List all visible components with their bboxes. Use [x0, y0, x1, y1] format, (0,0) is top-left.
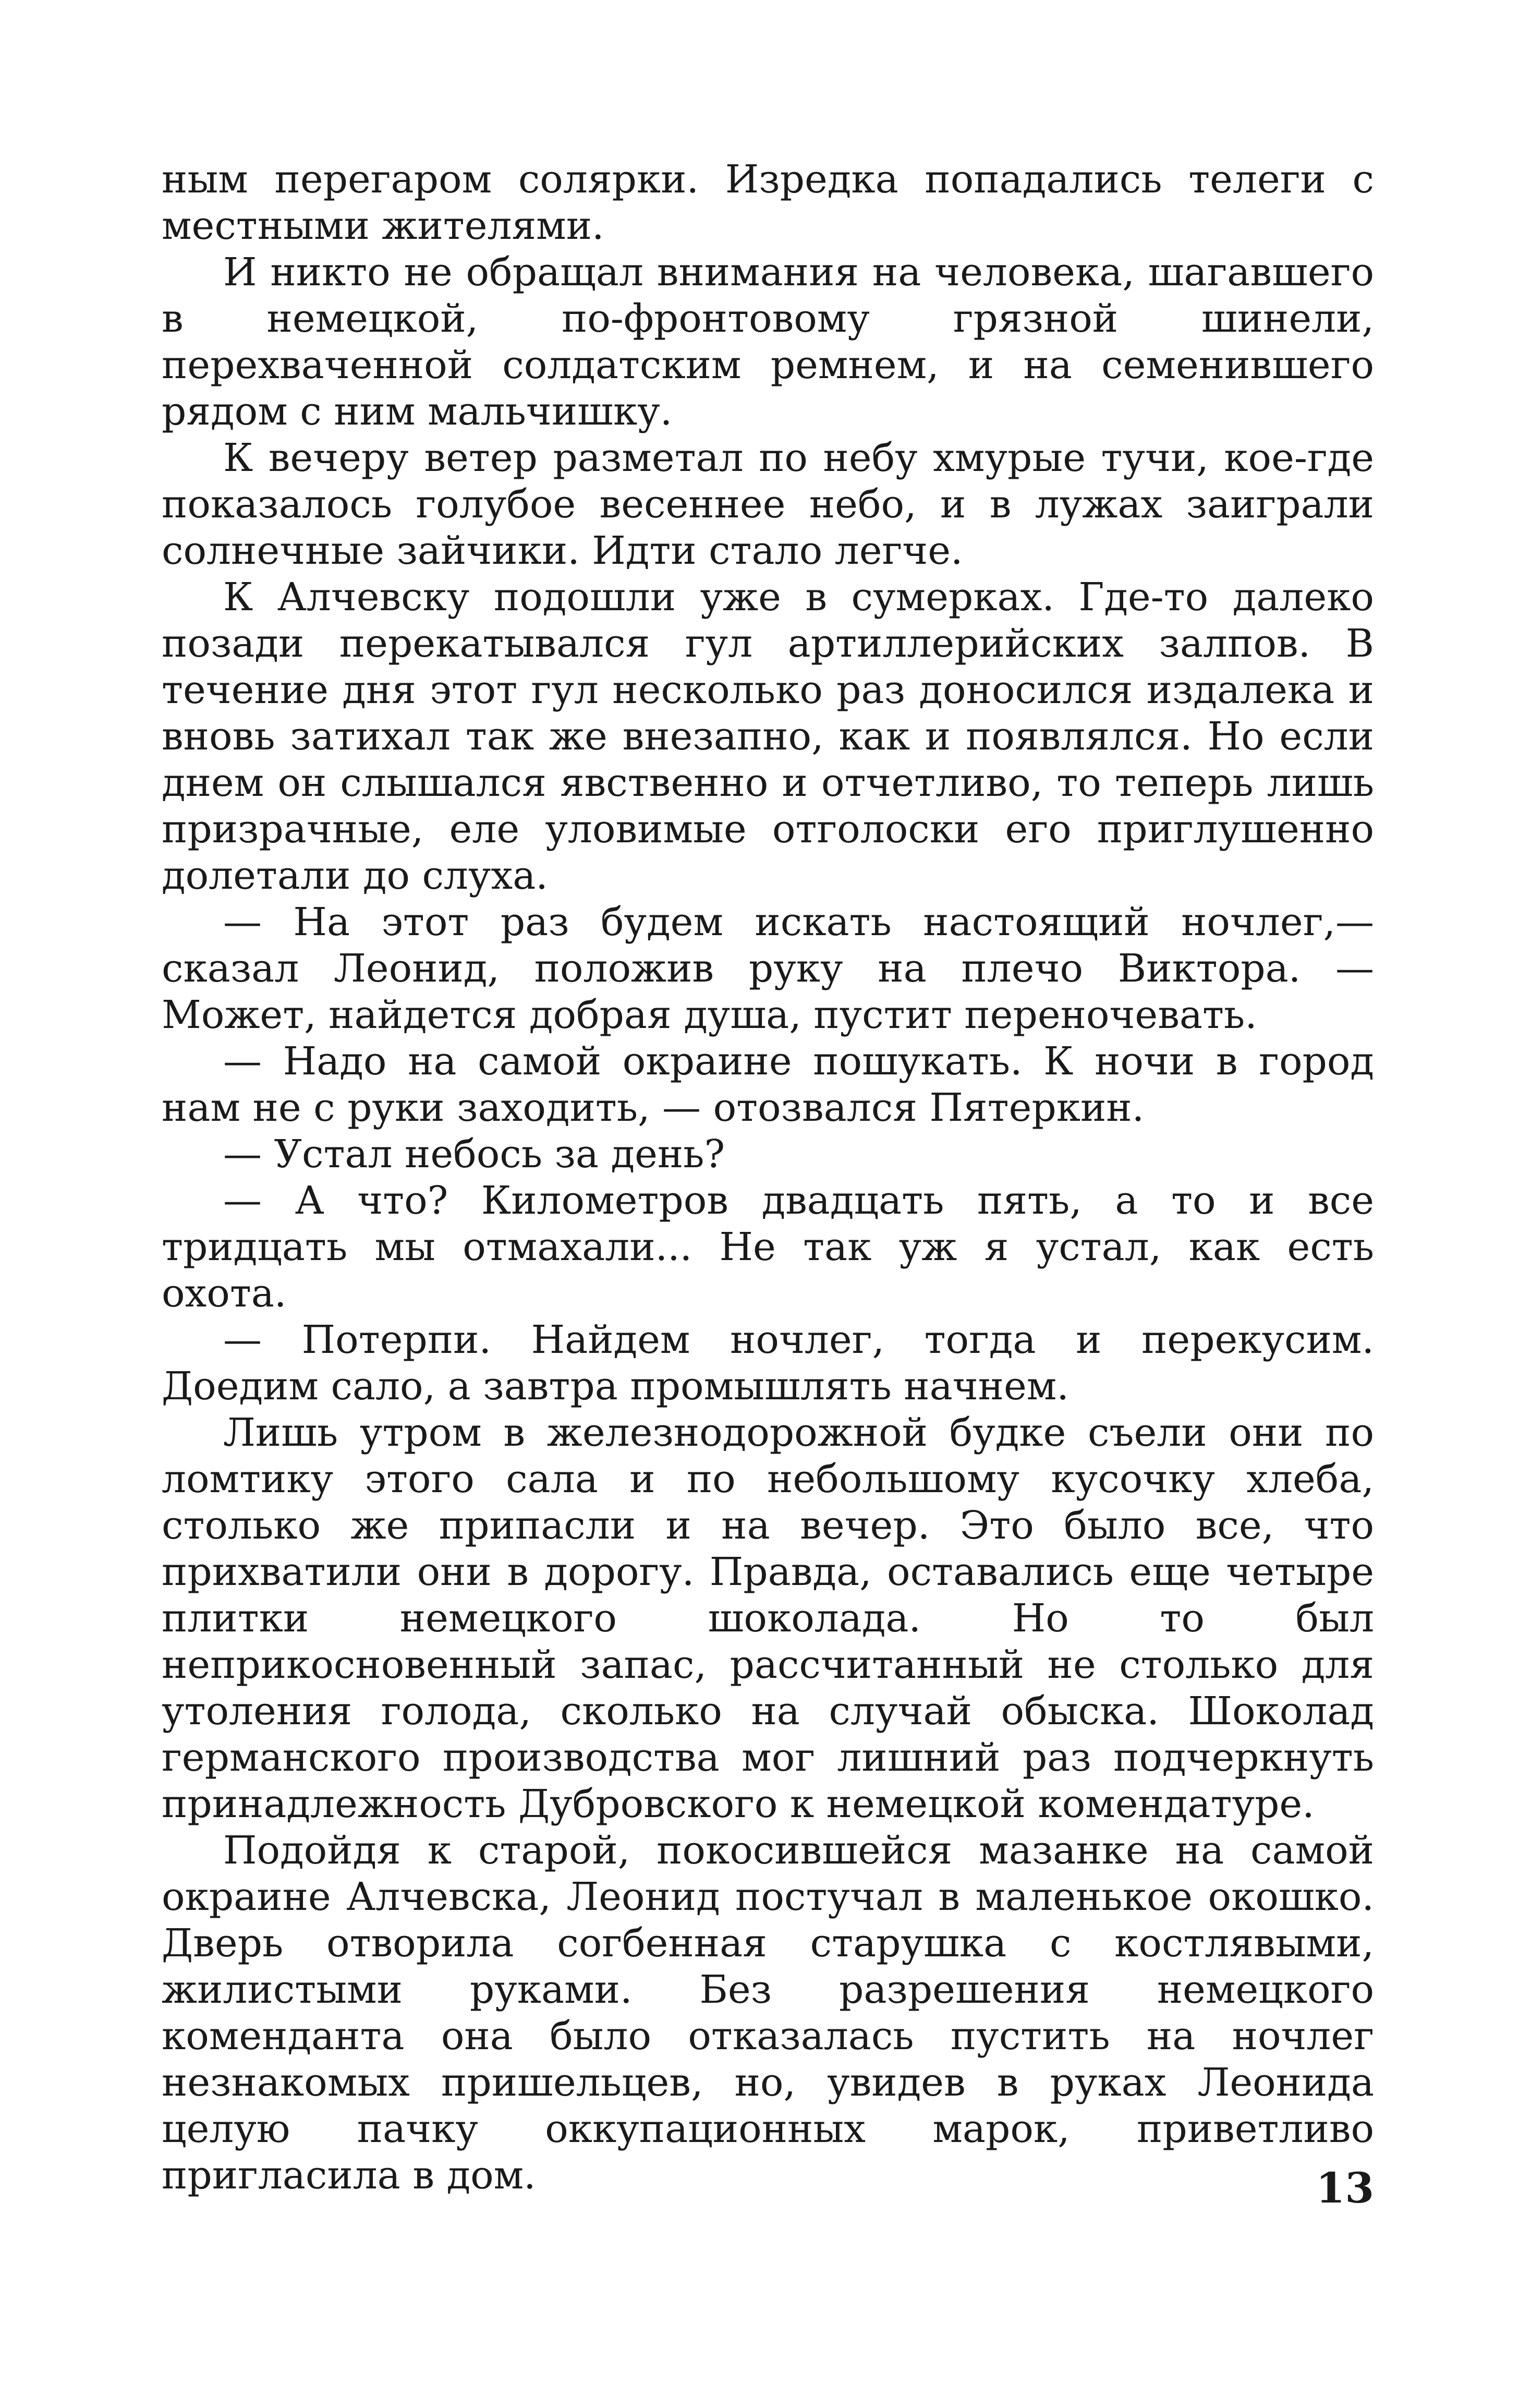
- paragraph-9: — Потерпи. Найдем ночлег, тогда и перекусим. Доедим сало, а завтра промышлять начнем.: [162, 1317, 1374, 1409]
- paragraph-2: И никто не обращал внимания на человека, шагавшего в немецкой, по-фронтовому грязной шинели, перехваченной солдатским ремнем, и на семенившего рядом с ним мальчишку.: [162, 250, 1374, 434]
- paragraph-8: — А что? Километров двадцать пять, а то и все тридцать мы отмахали... Не так уж я устал, как есть охота.: [162, 1178, 1374, 1316]
- paragraph-11: Подойдя к старой, покосившейся мазанке на самой окраине Алчевска, Леонид постучал в маленькое окошко. Дверь отворила согбенная старушка с костлявыми, жилистыми руками. Без разрешения немецкого коменданта она было отказалась пустить на ночлег незнакомых пришельцев, но, увидев в руках Леонида целую пачку оккупационных марок, приветливо пригласила в дом.: [162, 1828, 1374, 2198]
- body-text: [162, 156, 1374, 2199]
- paragraph-6: — Надо на самой окраине пошукать. К ночи в город нам не с руки заходить, — отозвался Пятеркин.: [162, 1039, 1374, 1130]
- paragraph-5: — На этот раз будем искать настоящий ночлег,— сказал Леонид, положив руку на плечо Виктора. — Может, найдется добрая душа, пустит переночевать.: [162, 900, 1374, 1037]
- paragraph-10: Лишь утром в железнодорожной будке съели они по ломтику этого сала и по небольшому кусочку хлеба, столько же припасли и на вечер. Это было все, что прихватили они в дорогу. Правда, оставались еще четыре плитки немецкого шоколада. Но то был неприкосновенный запас, рассчитанный не столько для утоления голода, сколько на случай обыска. Шоколад германского производства мог лишний раз подчеркнуть принадлежность Дубровского к немецкой комендатуре.: [162, 1410, 1374, 1826]
- page-number: 13: [1316, 2163, 1374, 2212]
- paragraph-4: К Алчевску подошли уже в сумерках. Где-то далеко позади перекатывался гул артиллерийских залпов. В течение дня этот гул несколько раз доносился издалека и вновь затихал так же внезапно, как и появлялся. Но если днем он слышался явственно и отчетливо, то теперь лишь призрачные, еле уловимые отголоски его приглушенно долетали до слуха.: [162, 575, 1374, 898]
- paragraph-3: К вечеру ветер разметал по небу хмурые тучи, кое-где показалось голубое весеннее небо, и в лужах заиграли солнечные зайчики. Идти стало легче.: [162, 435, 1374, 573]
- paragraph-7: — Устал небось за день?: [223, 1132, 725, 1177]
- paragraph-1: ным перегаром солярки. Изредка попадались телеги с местными жителями.: [162, 157, 1374, 248]
